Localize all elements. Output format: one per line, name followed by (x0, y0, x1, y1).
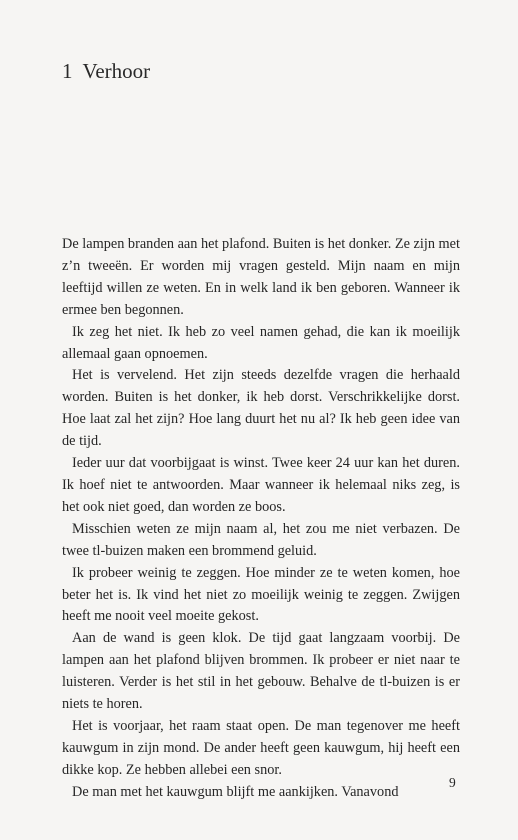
chapter-title: Verhoor (82, 59, 151, 83)
chapter-heading (62, 58, 150, 84)
body-text (62, 234, 460, 804)
chapter-number: 1 (62, 59, 73, 83)
paragraph: De man met het kauwgum blijft me aankijken. Vanavond (72, 783, 399, 800)
page-number: 9 (449, 775, 456, 790)
paragraph: Aan de wand is geen klok. De tijd gaat langzaam voorbij. De lampen aan het plafond blijven brommen. Ik probeer er niet naar te luisteren. Verder is het stil in het gebouw. Behalve de tl-buizen is er niets te horen. (62, 630, 460, 713)
paragraph: Ik probeer weinig te zeggen. Hoe minder ze te weten komen, hoe beter het is. Ik vind het niet zo moeilijk weinig te zeggen. Zwijgen heeft me nooit veel moeite gekost. (62, 564, 460, 625)
paragraph: Ieder uur dat voorbijgaat is winst. Twee keer 24 uur kan het duren. Ik hoef niet te antwoorden. Maar wanneer ik helemaal niks zeg, is het ook niet goed, dan worden ze boos. (62, 455, 460, 515)
paragraph: Het is voorjaar, het raam staat open. De man tegenover me heeft kauwgum in zijn mond. De ander heeft geen kauwgum, hij heeft een dikke kop. Ze hebben allebei een snor. (62, 717, 460, 778)
paragraph: Ik zeg het niet. Ik heb zo veel namen gehad, die kan ik moeilijk allemaal gaan opnoemen. (62, 323, 460, 362)
paragraph: Het is vervelend. Het zijn steeds dezelfde vragen die herhaald worden. Buiten is het donker, ik heb dorst. Verschrikkelijke dorst. Hoe laat zal het zijn? Hoe lang duurt het nu al? Ik heb geen idee van de tijd. (62, 367, 460, 450)
paragraph: Misschien weten ze mijn naam al, het zou me niet verbazen. De twee tl-buizen maken een brommend geluid. (62, 520, 460, 559)
paragraph: De lampen branden aan het plafond. Buiten is het donker. Ze zijn met z’n tweeën. Er worden mij vragen gesteld. Mijn naam en mijn leeftijd willen ze weten. En in welk land ik ben geboren. Wanneer ik ermee ben begonnen. (62, 236, 460, 318)
